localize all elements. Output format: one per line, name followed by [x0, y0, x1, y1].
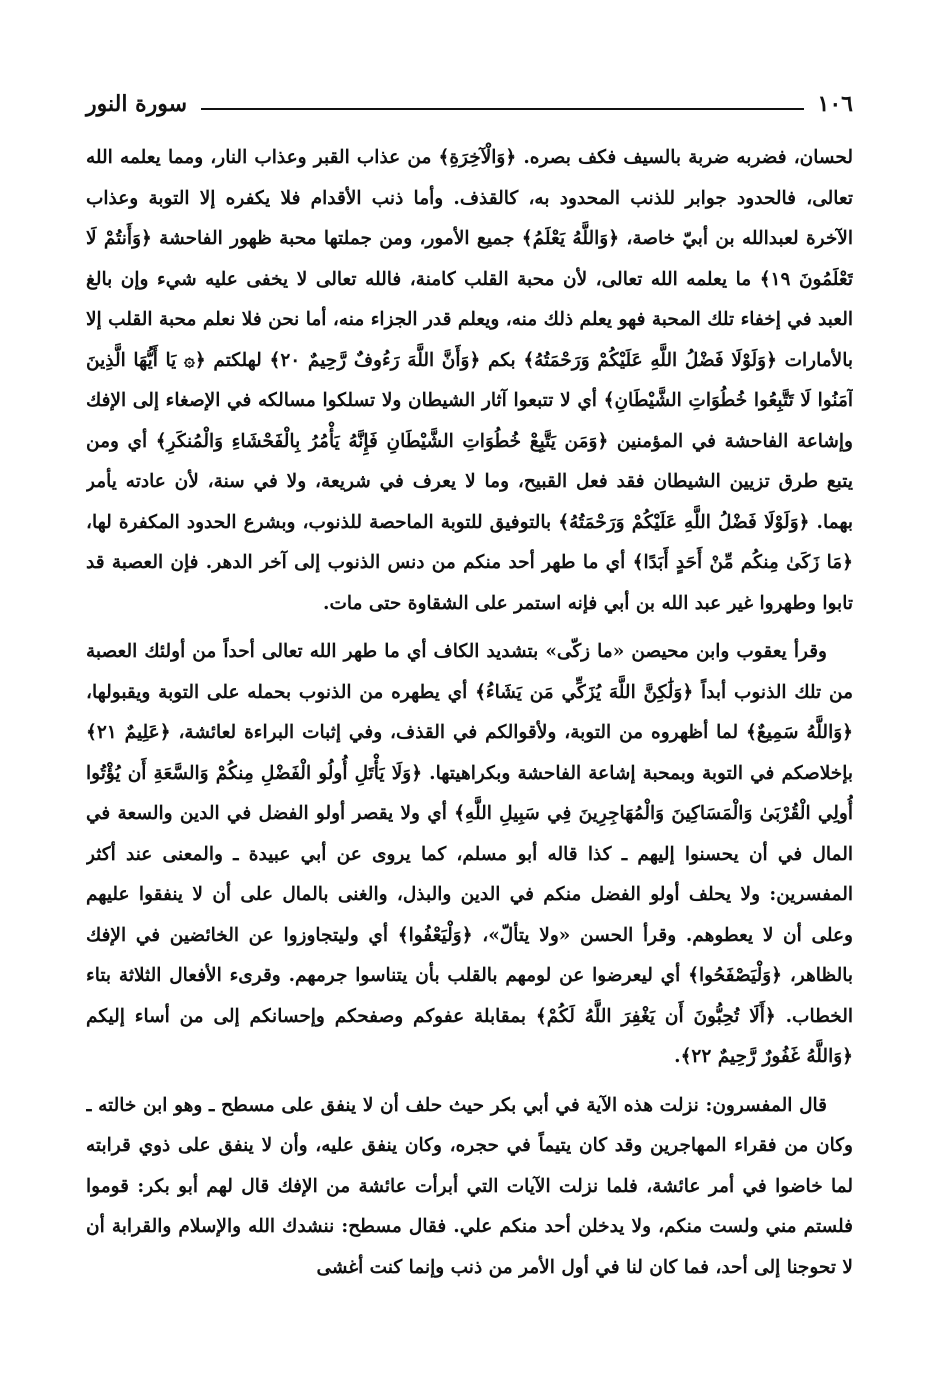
paragraph-2: وقرأ يعقوب وابن محيصن «ما زكّى» بتشديد الكاف أي ما طهر الله تعالى أحداً من أولئك العصبة من تلك الذنوب أبداً ﴿وَلَٰكِنَّ اللَّهَ يُزَكِّي مَن يَشَاءُ﴾ أي يطهره من الذنوب بحمله على التوبة ويقبولها، ﴿وَاللَّهُ سَمِيعٌ﴾ لما أظهروه من التوبة، ولأقوالكم في القذف، وفي إثبات البراءة لعائشة، ﴿عَلِيمٌ ٢١﴾ بإخلاصكم في التوبة وبمحبة إشاعة الفاحشة وبكراهيتها. ﴿وَلَا يَأْتَلِ أُولُو الْفَضْلِ مِنكُمْ وَالسَّعَةِ أَن يُؤْتُوا أُولِي الْقُرْبَىٰ وَالْمَسَاكِينَ وَالْمُهَاجِرِينَ فِي سَبِيلِ اللَّهِ﴾ أي ولا يقصر أولو الفضل في الدين والسعة في المال في أن يحسنوا إليهم ـ كذا قاله أبو مسلم، كما يروى عن أبي عبيدة ـ والمعنى عند أكثر المفسرين: ولا يحلف أولو الفضل منكم في الدين والبذل، والغنى بالمال على أن لا ينفقوا عليهم وعلى أن لا يعطوهم. وقرأ الحسن «ولا يتألّ»، ﴿وَلْيَعْفُوا﴾ أي وليتجاوزوا عن الخائضين في الإفك بالظاهر، ﴿وَلْيَصْفَحُوا﴾ أي ليعرضوا عن لومهم بالقلب بأن يتناسوا جرمهم. وقرىء الأفعال الثلاثة بتاء الخطاب. ﴿أَلَا تُحِبُّونَ أَن يَغْفِرَ اللَّهُ لَكُمْ﴾ بمقابلة عفوكم وصفحكم وإحسانكم إلى من أساء إليكم ﴿وَاللَّهُ غَفُورٌ رَّحِيمٌ ٢٢﴾.: [86, 641, 853, 1067]
paragraph-3: قال المفسرون: نزلت هذه الآية في أبي بكر حيث حلف أن لا ينفق على مسطح ـ وهو ابن خالته ـ وكان من فقراء المهاجرين وقد كان يتيماً في حجره، وكان ينفق عليه، وأن لا ينفق على ذوي قرابته لما خاضوا في أمر عائشة، فلما نزلت الآيات التي أبرأت عائشة من الإفك قال لهم أبو بكر: قوموا فلستم مني ولست منكم، ولا يدخلن أحد منكم علي. فقال مسطح: ننشدك الله والإسلام والقرابة أن لا تحوجنا إلى أحد، فما كان لنا في أول الأمر من ذنب وإنما كنت أغشى: [86, 1094, 853, 1278]
page-number: ١٠٦: [817, 91, 853, 117]
page-header: [86, 84, 853, 124]
paragraph-1: لحسان، فضربه ضربة بالسيف فكف بصره. ﴿وَالْآخِرَةِ﴾ من عذاب القبر وعذاب النار، ومما يعلمه الله تعالى، فالحدود جوابر للذنب المحدود به، كالقذف. وأما ذنب الأقدام فلا يكفره إلا التوبة وعذاب الآخرة لعبدالله بن أبيّ خاصة، ﴿وَاللَّهُ يَعْلَمُ﴾ جميع الأمور، ومن جملتها محبة ظهور الفاحشة ﴿وَأَنتُمْ لَا تَعْلَمُونَ ١٩﴾ ما يعلمه الله تعالى، لأن محبة القلب كامنة، فالله تعالى لا يخفى عليه شيء وإن بالغ العبد في إخفاء تلك المحبة فهو يعلم ذلك منه، ويعلم قدر الجزاء منه، أما نحن فلا نعلم محبة القلب إلا بالأمارات ﴿وَلَوْلَا فَضْلُ اللَّهِ عَلَيْكُمْ وَرَحْمَتُهُ﴾ بكم ﴿وَأَنَّ اللَّهَ رَءُوفٌ رَّحِيمٌ ٢٠﴾ لهلكتم ﴿۞ يَا أَيُّهَا الَّذِينَ آمَنُوا لَا تَتَّبِعُوا خُطُوَاتِ الشَّيْطَانِ﴾ أي لا تتبعوا آثار الشيطان ولا تسلكوا مسالكه في الإصغاء إلى الإفك وإشاعة الفاحشة في المؤمنين ﴿وَمَن يَتَّبِعْ خُطُوَاتِ الشَّيْطَانِ فَإِنَّهُ يَأْمُرُ بِالْفَحْشَاءِ وَالْمُنكَرِ﴾ أي ومن يتبع طرق تزيين الشيطان فقد فعل القبيح، وما لا يعرف في شريعة، ولا في سنة، لأن عادته يأمر بهما. ﴿وَلَوْلَا فَضْلُ اللَّهِ عَلَيْكُمْ وَرَحْمَتُهُ﴾ بالتوفيق للتوبة الماحصة للذنوب، وبشرع الحدود المكفرة لها، ﴿مَا زَكَىٰ مِنكُم مِّنْ أَحَدٍ أَبَدًا﴾ أي ما طهر أحد منكم من دنس الذنوب إلى آخر الدهر. فإن العصبة قد تابوا وطهروا غير عبد الله بن أبي فإنه استمر على الشقاوة حتى مات.: [86, 147, 853, 614]
page-body: [86, 138, 853, 1372]
surah-title: سورة النور: [86, 91, 188, 117]
header-rule: [201, 108, 803, 110]
